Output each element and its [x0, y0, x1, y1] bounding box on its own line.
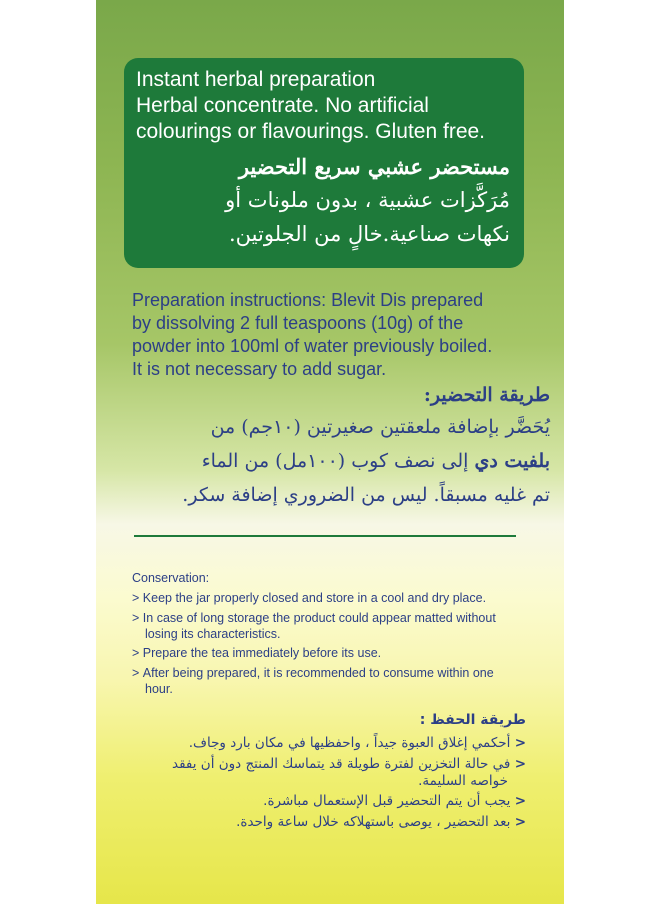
bullet-arrow-icon: < [514, 756, 526, 772]
ar-conservation-item: < في حالة التخزين لفترة طويلة قد يتماسك المنتج دون أن يفقد [171, 756, 526, 772]
bullet-arrow-icon: > [132, 646, 140, 660]
prep-instructions-line: by dissolving 2 full teaspoons (10g) of the [132, 313, 464, 333]
ar-prep-line-text: إلى نصف كوب (١٠٠مل) من الماء [201, 450, 469, 472]
ar-conservation-item: < يجب أن يتم التحضير قبل الإستعمال مباشرة. [263, 793, 526, 809]
ar-product-name: بلفيت دي [474, 450, 550, 472]
ar-conservation-title: طريقة الحفظ : [419, 712, 526, 728]
ar-prep-line: يُحَضَّر بإضافة ملعقتين صغيرتين (١٠جم) من [210, 416, 550, 438]
product-label-panel [96, 0, 564, 904]
prep-instructions-line: powder into 100ml of water previously boiled. [132, 336, 493, 356]
en-description-line: Herbal concentrate. No artificial [136, 94, 429, 117]
ar-conservation-item: < بعد التحضير ، يوصى باستهلاكه خلال ساعة واحدة. [236, 814, 526, 830]
en-description-line: colourings or flavourings. Gluten free. [136, 120, 486, 143]
ar-conservation-item: < أحكمي إغلاق العبوة جيداً ، واحفظيها في مكان بارد وجاف. [188, 735, 526, 751]
prep-instructions-line: Preparation instructions: Blevit Dis prepared [132, 290, 484, 310]
bullet-arrow-icon: < [514, 793, 526, 809]
section-divider [134, 535, 516, 537]
ar-prep-line: تم غليه مسبقاً. ليس من الضروري إضافة سكر. [182, 484, 550, 506]
bullet-arrow-icon: < [514, 814, 526, 830]
conservation-item: > Keep the jar properly closed and store in a cool and dry place. [132, 591, 487, 605]
conservation-item: > After being prepared, it is recommended to consume within one [132, 666, 494, 680]
conservation-item-continued: hour. [145, 682, 173, 696]
ar-conservation-item-continued: خواصه السليمة. [418, 773, 508, 789]
en-title: Instant herbal preparation [136, 68, 376, 91]
conservation-item: > Prepare the tea immediately before its use. [132, 646, 382, 660]
prep-instructions-line: It is not necessary to add sugar. [132, 359, 387, 379]
ar-title: مستحضر عشبي سريع التحضير [238, 154, 510, 179]
conservation-title: Conservation: [132, 571, 210, 585]
bullet-arrow-icon: > [132, 611, 140, 625]
info-box [124, 58, 524, 268]
ar-prep-line [202, 450, 550, 472]
ar-description-line: نكهات صناعية.خالٍ من الجلوتين. [229, 222, 510, 246]
bullet-arrow-icon: > [132, 666, 140, 680]
conservation-item-continued: losing its characteristics. [145, 627, 281, 641]
bullet-arrow-icon: < [514, 735, 526, 751]
bullet-arrow-icon: > [132, 591, 140, 605]
ar-description-line: مُرَكَّزات عشبية ، بدون ملونات أو [225, 188, 510, 212]
conservation-item: > In case of long storage the product could appear matted without [132, 611, 496, 625]
ar-prep-title: طريقة التحضير: [423, 384, 550, 406]
